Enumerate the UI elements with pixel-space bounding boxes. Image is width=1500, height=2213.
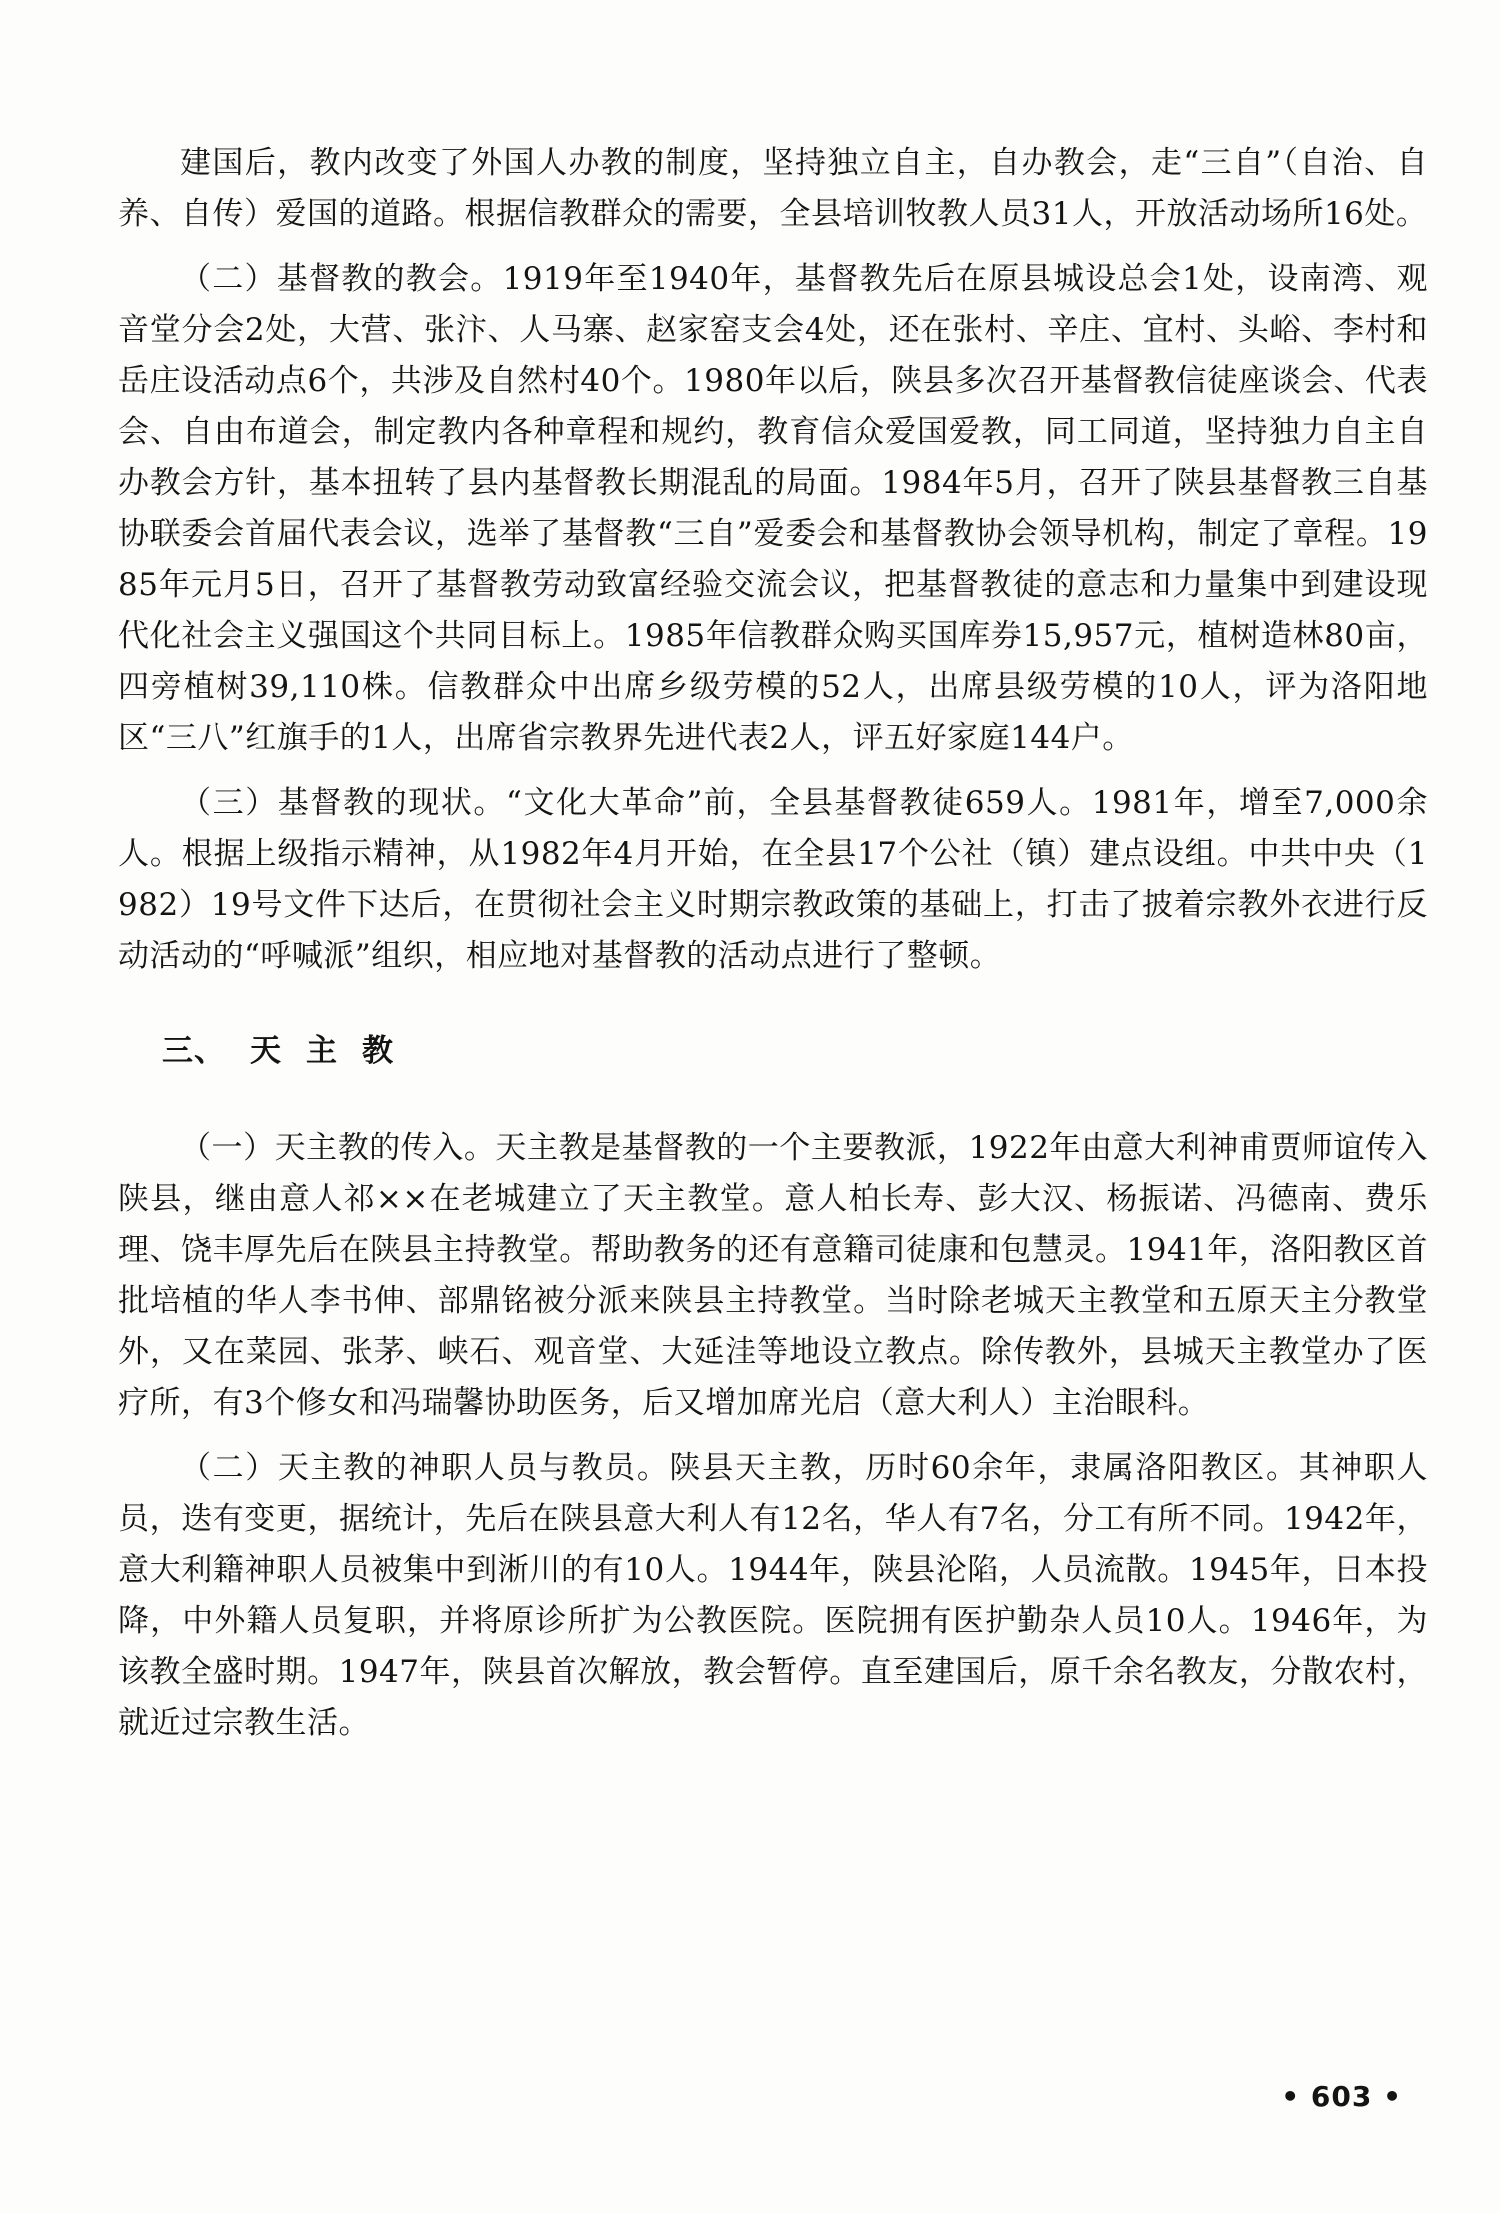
section-number: 三、: [162, 1033, 226, 1069]
paragraph-protestant-churches: （二）基督教的教会。1919年至1940年，基督教先后在原县城设总会1处，设南湾、观音堂分会2处，大营、张汴、人马寨、赵家窑支会4处，还在张村、辛庄、宜村、头峪、李村和岳庄设活动点6个，共涉及自然村40个。1980年以后，陕县多次召开基督教信徒座谈会、代表会、自由布道会，制定教内各种章程和规约，教育信众爱国爱教，同工同道，坚持独力自主自办教会方针，基本扭转了县内基督教长期混乱的局面。1984年5月，召开了陕县基督教三自基协联委会首届代表会议，选举了基督教“三自”爱委会和基督教协会领导机构，制定了章程。1985年元月5日，召开了基督教劳动致富经验交流会议，把基督教徒的意志和力量集中到建设现代化社会主义强国这个共同目标上。1985年信教群众购买国库券15,957元，植树造林80亩，四旁植树39,110株。信教群众中出席乡级劳模的52人，出席县级劳模的10人，评为洛阳地区“三八”红旗手的1人，出席省宗教界先进代表2人，评五好家庭144户。: [118, 261, 1428, 756]
page-number: • 603 •: [1281, 2080, 1402, 2113]
section-title-char: 教: [362, 1033, 394, 1069]
body-text: [118, 138, 1428, 1763]
section-title-char: 天: [250, 1033, 282, 1069]
section-title-char: 主: [306, 1033, 338, 1069]
section-heading-catholicism: [162, 1026, 1428, 1077]
paragraph-catholic-clergy: （二）天主教的神职人员与教员。陕县天主教，历时60余年，隶属洛阳教区。其神职人员，迭有变更，据统计，先后在陕县意大利人有12名，华人有7名，分工有所不同。1942年，意大利籍神职人员被集中到淅川的有10人。1944年，陕县沦陷，人员流散。1945年，日本投降，中外籍人员复职，并将原诊所扩为公教医院。医院拥有医护勤杂人员10人。1946年，为该教全盛时期。1947年，陕县首次解放，教会暂停。直至建国后，原千余名教友，分散农村，就近过宗教生活。: [118, 1450, 1428, 1741]
paragraph-catholic-introduction: （一）天主教的传入。天主教是基督教的一个主要教派，1922年由意大利神甫贾师谊传入陕县，继由意人祁××在老城建立了天主教堂。意人柏长寿、彭大汉、杨振诺、冯德南、费乐理、饶丰厚先后在陕县主持教堂。帮助教务的还有意籍司徒康和包慧灵。1941年，洛阳教区首批培植的华人李书伸、部鼎铭被分派来陕县主持教堂。当时除老城天主教堂和五原天主分教堂外，又在菜园、张茅、峡石、观音堂、大延洼等地设立教点。除传教外，县城天主教堂办了医疗所，有3个修女和冯瑞馨协助医务，后又增加席光启（意大利人）主治眼科。: [118, 1130, 1428, 1421]
paragraph-after-founding: 建国后，教内改变了外国人办教的制度，坚持独立自主，自办教会，走“三自”（自治、自养、自传）爱国的道路。根据信教群众的需要，全县培训牧教人员31人，开放活动场所16处。: [118, 145, 1428, 232]
paragraph-protestant-status: （三）基督教的现状。“文化大革命”前，全县基督教徒659人。1981年，增至7,000余人。根据上级指示精神，从1982年4月开始，在全县17个公社（镇）建点设组。中共中央（1982）19号文件下达后，在贯彻社会主义时期宗教政策的基础上，打击了披着宗教外衣进行反动活动的“呼喊派”组织，相应地对基督教的活动点进行了整顿。: [118, 785, 1429, 974]
